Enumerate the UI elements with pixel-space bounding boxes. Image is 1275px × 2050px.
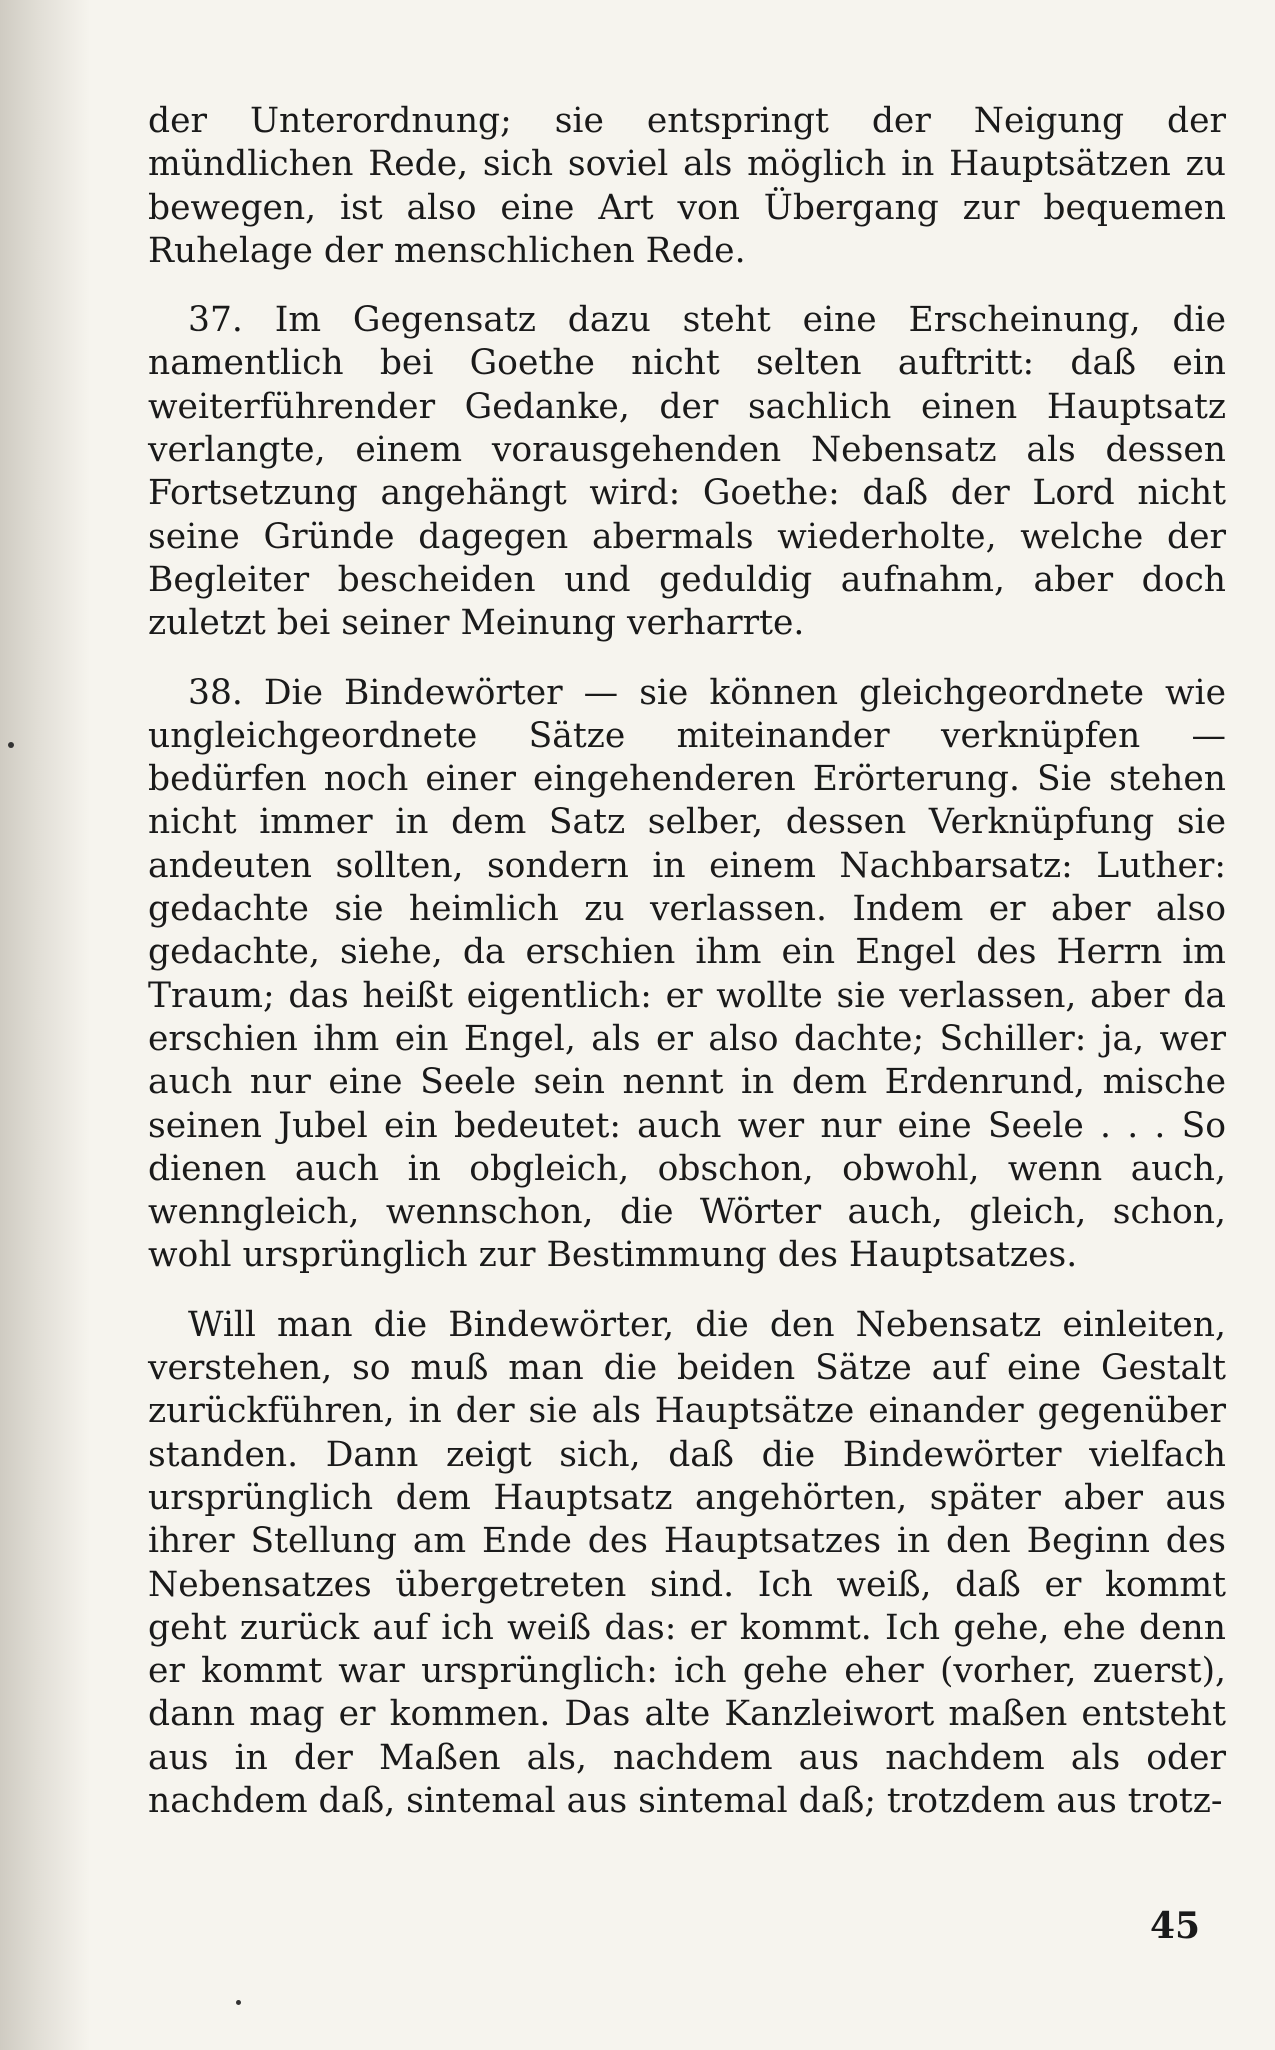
paragraph-continuation: der Unterordnung; sie entspringt der Neigung der mündlichen Rede, sich soviel als möglich in Hauptsätzen zu bewegen, ist also eine Art von Übergang zur bequemen Ruhelage der menschlichen Rede. [148,101,1226,271]
page-number: 45 [1150,1905,1201,1947]
paragraph-37: 37. Im Gegensatz dazu steht eine Erscheinung, die namentlich bei Goethe nicht selten auftritt: daß ein weiterführender Gedanke, der sachlich einen Hauptsatz verlangte, einem vorausgehenden Nebensatz als dessen Fortsetzung angehängt wird: Goethe: daß der Lord nicht seine Gründe dagegen abermals wiederholte, welche der Begleiter bescheiden und geduldig aufnahm, aber doch zuletzt bei seiner Meinung verharrte. [148,300,1226,644]
paragraph-bindewoerter: Will man die Bindewörter, die den Nebensatz einleiten, verstehen, so muß man die beiden Sätze auf eine Gestalt zurückführen, in der sie als Hauptsätze einander gegenüber standen. Dann zeigt sich, daß die Bindewörter vielfach ursprünglich dem Hauptsatz angehörten, später aber aus ihrer Stellung am Ende des Hauptsatzes in den Beginn des Nebensatzes übergetreten sind. Ich weiß, daß er kommt geht zurück auf ich weiß das: er kommt. Ich gehe, ehe denn er kommt war ursprünglich: ich gehe eher (vorher, zuerst), dann mag er kommen. Das alte Kanzleiwort maßen entsteht aus in der Maßen als, nachdem aus nachdem als oder nachdem daß, sintemal aus sintemal daß; trotzdem aus trotz- [148,1304,1226,1821]
page-gutter-shadow [0,0,90,2050]
ink-speck [236,2000,241,2005]
body-text [148,100,1226,1823]
ink-speck [8,742,14,748]
paragraph-38: 38. Die Bindewörter — sie können gleichgeordnete wie ungleichgeordnete Sätze miteinander verknüpfen — bedürfen noch einer eingehenderen Erörterung. Sie stehen nicht immer in dem Satz selber, dessen Verknüpfung sie andeuten sollten, sondern in einem Nachbarsatz: Luther: gedachte sie heimlich zu verlassen. Indem er aber also gedachte, siehe, da erschien ihm ein Engel des Herrn im Traum; das heißt eigentlich: er wollte sie verlassen, aber da erschien ihm ein Engel, als er also dachte; Schiller: ja, wer auch nur eine Seele sein nennt in dem Erdenrund, mische seinen Jubel ein bedeutet: auch wer nur eine Seele . . . So dienen auch in obgleich, obschon, obwohl, wenn auch, wenngleich, wennschon, die Wörter auch, gleich, schon, wohl ursprünglich zur Bestimmung des Hauptsatzes. [148,672,1226,1276]
